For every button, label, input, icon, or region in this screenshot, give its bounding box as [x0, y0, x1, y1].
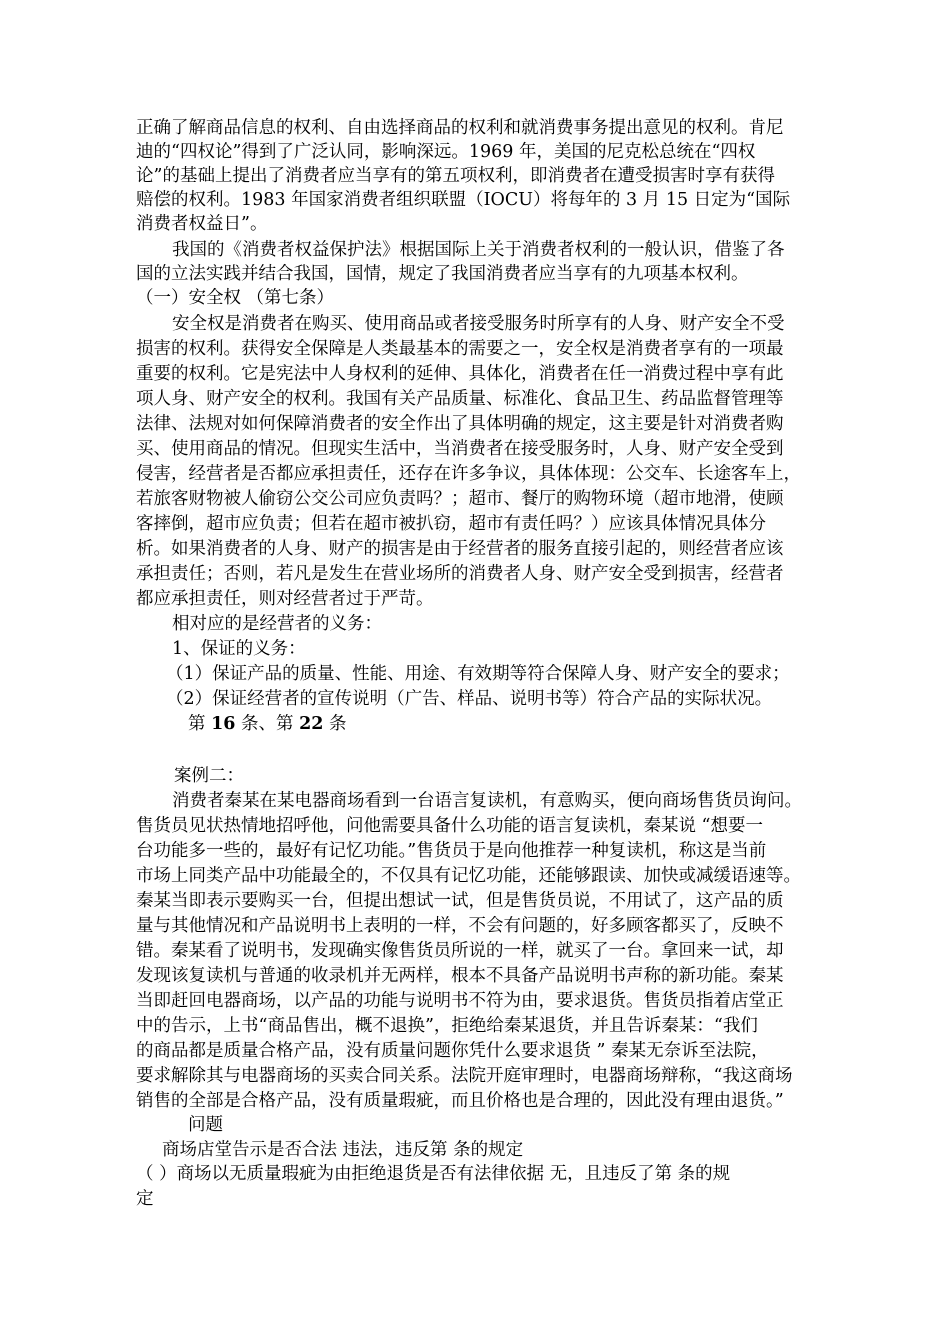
paragraph-line: 若旅客财物被人偷窃公交公司应负责吗？；超市、餐厅的购物环境（超市地滑，使顾 [136, 489, 784, 509]
paragraph-line: 秦某当即表示要购买一台，但提出想试一试，但是售货员说，不用试了，这产品的质 [136, 891, 784, 911]
question-line: 定 [136, 1189, 154, 1209]
list-item: （1）保证产品的质量、性能、用途、有效期等符合保障人身、财产安全的要求； [166, 664, 790, 684]
paragraph-line: 市场上同类产品中功能最全的，不仅具有记忆功能，还能够跟读、加快或减缓语速等。 [136, 866, 801, 886]
case-heading: 案例二： [174, 766, 244, 786]
list-item: （2）保证经营者的宣传说明（广告、样品、说明书等）符合产品的实际状况。 [166, 689, 773, 709]
paragraph-line: 侵害，经营者是否都应承担责任，还存在许多争议，具体体现：公交车、长途客车上， [136, 464, 801, 484]
paragraph-line: 析。如果消费者的人身、财产的损害是由于经营者的服务直接引起的，则经营者应该 [136, 539, 784, 559]
paragraph-line: 的商品都是质量合格产品，没有质量问题你凭什么要求退货 ” 秦某无奈诉至法院， [136, 1041, 769, 1061]
question-heading: 问题 [188, 1115, 223, 1135]
question-line: 商场店堂告示是否合法 违法，违反第 条的规定 [162, 1140, 524, 1160]
paragraph-line: 消费者秦某在某电器商场看到一台语言复读机，有意购买，便向商场售货员询问。 [172, 791, 802, 811]
article-reference: 第 16 条、第 22 条 [188, 714, 347, 734]
paragraph-line: 当即赶回电器商场，以产品的功能与说明书不符为由，要求退货。售货员指着店堂正 [136, 991, 784, 1011]
paragraph-line: 项人身、财产安全的权利。我国有关产品质量、标准化、食品卫生、药品监督管理等 [136, 389, 784, 409]
paragraph-line: 安全权是消费者在购买、使用商品或者接受服务时所享有的人身、财产安全不受 [172, 314, 785, 334]
paragraph-line: 消费者权益日”。 [136, 214, 268, 234]
paragraph-line: 发现该复读机与普通的收录机并无两样，根本不具备产品说明书声称的新功能。秦某 [136, 966, 784, 986]
question-line: （ ）商场以无质量瑕疵为由拒绝退货是否有法律依据 无，且违反了第 条的规 [136, 1164, 731, 1184]
paragraph-line: 相对应的是经营者的义务： [172, 614, 382, 634]
section-heading: （一）安全权 （第七条） [136, 288, 335, 308]
paragraph-line: 销售的全部是合格产品，没有质量瑕疵，而且价格也是合理的，因此没有理由退货。” [136, 1091, 784, 1111]
paragraph-line: 承担责任；否则，若凡是发生在营业场所的消费者人身、财产安全受到损害，经营者 [136, 564, 784, 584]
paragraph-line: 迪的“四权论”得到了广泛认同，影响深远。1969 年，美国的尼克松总统在“四权 [136, 142, 756, 162]
paragraph-line: 赔偿的权利。1983 年国家消费者组织联盟（IOCU）将每年的 3 月 15 日定为“国际 [136, 190, 791, 210]
paragraph-line: 我国的《消费者权益保护法》根据国际上关于消费者权利的一般认识，借鉴了各 [172, 240, 785, 260]
paragraph-line: 都应承担责任，则对经营者过于严苛。 [136, 589, 434, 609]
paragraph-line: 国的立法实践并结合我国，国情，规定了我国消费者应当享有的九项基本权利。 [136, 264, 749, 284]
paragraph-line: 论”的基础上提出了消费者应当享有的第五项权利，即消费者在遭受损害时享有获得 [136, 166, 775, 186]
paragraph-line: 中的告示，上书“商品售出，概不退换”，拒绝给秦某退货，并且告诉秦某：“我们 [136, 1016, 758, 1036]
paragraph-line: 错。秦某看了说明书，发现确实像售货员所说的一样，就买了一台。拿回来一试，却 [136, 941, 784, 961]
paragraph-line: 要求解除其与电器商场的买卖合同关系。法院开庭审理时，电器商场辩称，“我这商场 [136, 1066, 793, 1086]
paragraph-line: 买、使用商品的情况。但现实生活中，当消费者在接受服务时，人身、财产安全受到 [136, 439, 784, 459]
paragraph-line: 台功能多一些的，最好有记忆功能。”售货员于是向他推荐一种复读机，称这是当前 [136, 841, 767, 861]
paragraph-line: 客摔倒，超市应负责；但若在超市被扒窃，超市有责任吗？）应该具体情况具体分 [136, 514, 766, 534]
list-item: 1、保证的义务： [172, 639, 306, 659]
paragraph-line: 法律、法规对如何保障消费者的安全作出了具体明确的规定，这主要是针对消费者购 [136, 414, 784, 434]
paragraph-line: 售货员见状热情地招呼他，问他需要具备什么功能的语言复读机，秦某说 “想要一 [136, 816, 764, 836]
paragraph-line: 重要的权利。它是宪法中人身权利的延伸、具体化，消费者在任一消费过程中享有此 [136, 364, 784, 384]
paragraph-line: 量与其他情况和产品说明书上表明的一样，不会有问题的，好多顾客都买了，反映不 [136, 916, 784, 936]
paragraph-line: 损害的权利。获得安全保障是人类最基本的需要之一，安全权是消费者享有的一项最 [136, 339, 784, 359]
paragraph-line: 正确了解商品信息的权利、自由选择商品的权利和就消费事务提出意见的权利。肯尼 [136, 118, 784, 138]
